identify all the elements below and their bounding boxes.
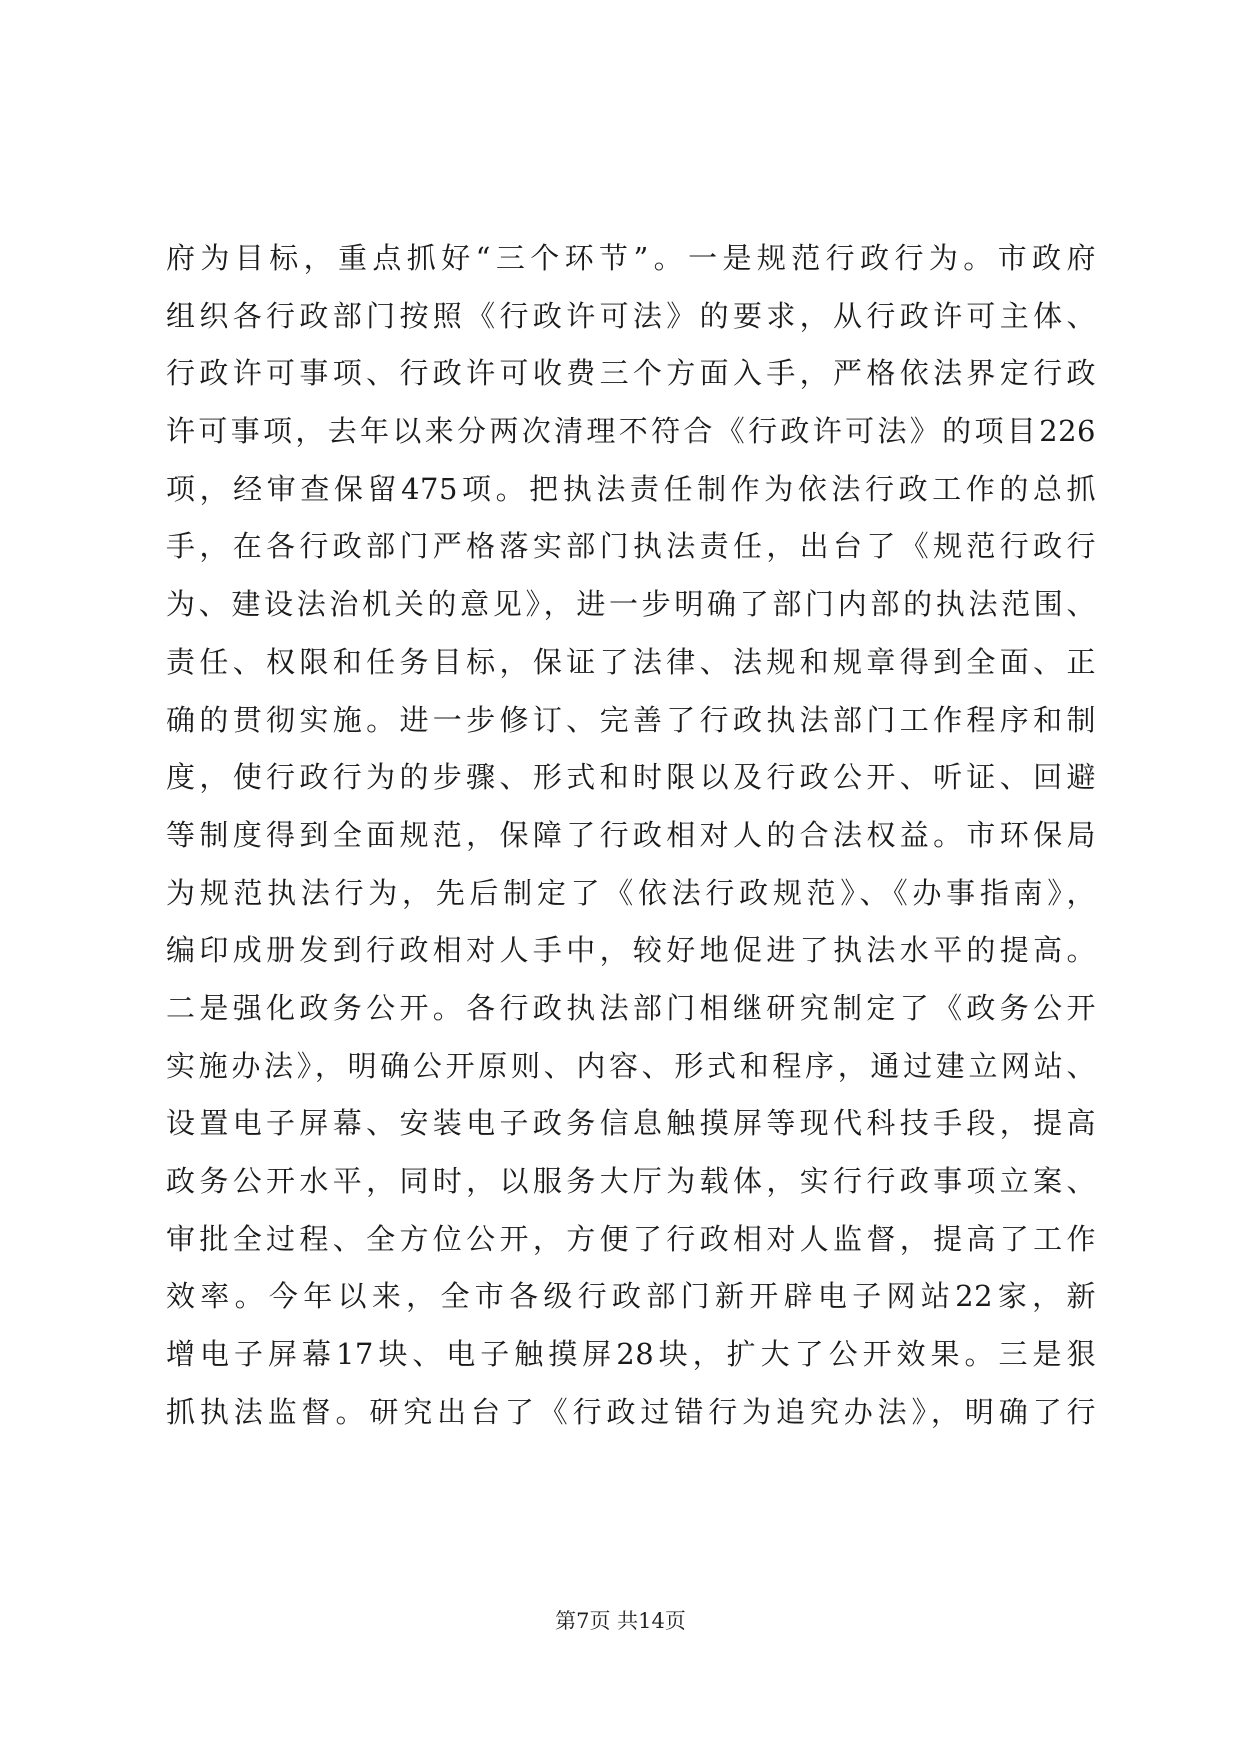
text-line: 府为目标，重点抓好“三个环节”。一是规范行政行为。市政府: [166, 241, 1096, 275]
text-line: 项，经审查保留475项。把执法责任制作为依法行政工作的总抓: [166, 471, 1096, 506]
text-line: 增电子屏幕17块、电子触摸屏28块，扩大了公开效果。三是狠: [166, 1337, 1096, 1372]
text-line: 组织各行政部门按照《行政许可法》的要求，从行政许可主体、: [166, 298, 1096, 333]
text-line: 实施办法》，明确公开原则、内容、形式和程序，通过建立网站、: [166, 1048, 1096, 1083]
text-line: 手，在各行政部门严格落实部门执法责任，出台了《规范行政行: [166, 529, 1096, 564]
text-line: 效率。今年以来，全市各级行政部门新开辟电子网站22家，新: [166, 1279, 1096, 1314]
text-line: 设置电子屏幕、安装电子政务信息触摸屏等现代科技手段，提高: [166, 1106, 1096, 1141]
body-text: [166, 230, 1096, 1441]
text-line: 抓执法监督。研究出台了《行政过错行为追究办法》，明确了行: [166, 1394, 1096, 1429]
text-line: 责任、权限和任务目标，保证了法律、法规和规章得到全面、正: [166, 644, 1096, 679]
text-line: 为规范执法行为，先后制定了《依法行政规范》、《办事指南》，: [166, 875, 1096, 910]
text-line: 等制度得到全面规范，保障了行政相对人的合法权益。市环保局: [166, 817, 1096, 852]
text-line: 审批全过程、全方位公开，方便了行政相对人监督，提高了工作: [166, 1221, 1096, 1256]
text-line: 度，使行政行为的步骤、形式和时限以及行政公开、听证、回避: [166, 760, 1096, 795]
text-line: 二是强化政务公开。各行政执法部门相继研究制定了《政务公开: [166, 990, 1096, 1025]
text-line: 确的贯彻实施。进一步修订、完善了行政执法部门工作程序和制: [166, 702, 1096, 737]
page-number-footer: 第7页 共14页: [555, 1609, 686, 1633]
text-line: 许可事项，去年以来分两次清理不符合《行政许可法》的项目226: [166, 414, 1096, 449]
text-line: 政务公开水平，同时，以服务大厅为载体，实行行政事项立案、: [166, 1164, 1096, 1198]
text-line: 行政许可事项、行政许可收费三个方面入手，严格依法界定行政: [166, 356, 1096, 391]
text-line: 为、建设法治机关的意见》，进一步明确了部门内部的执法范围、: [166, 587, 1096, 622]
text-line: 编印成册发到行政相对人手中，较好地促进了执法水平的提高。: [166, 933, 1096, 968]
